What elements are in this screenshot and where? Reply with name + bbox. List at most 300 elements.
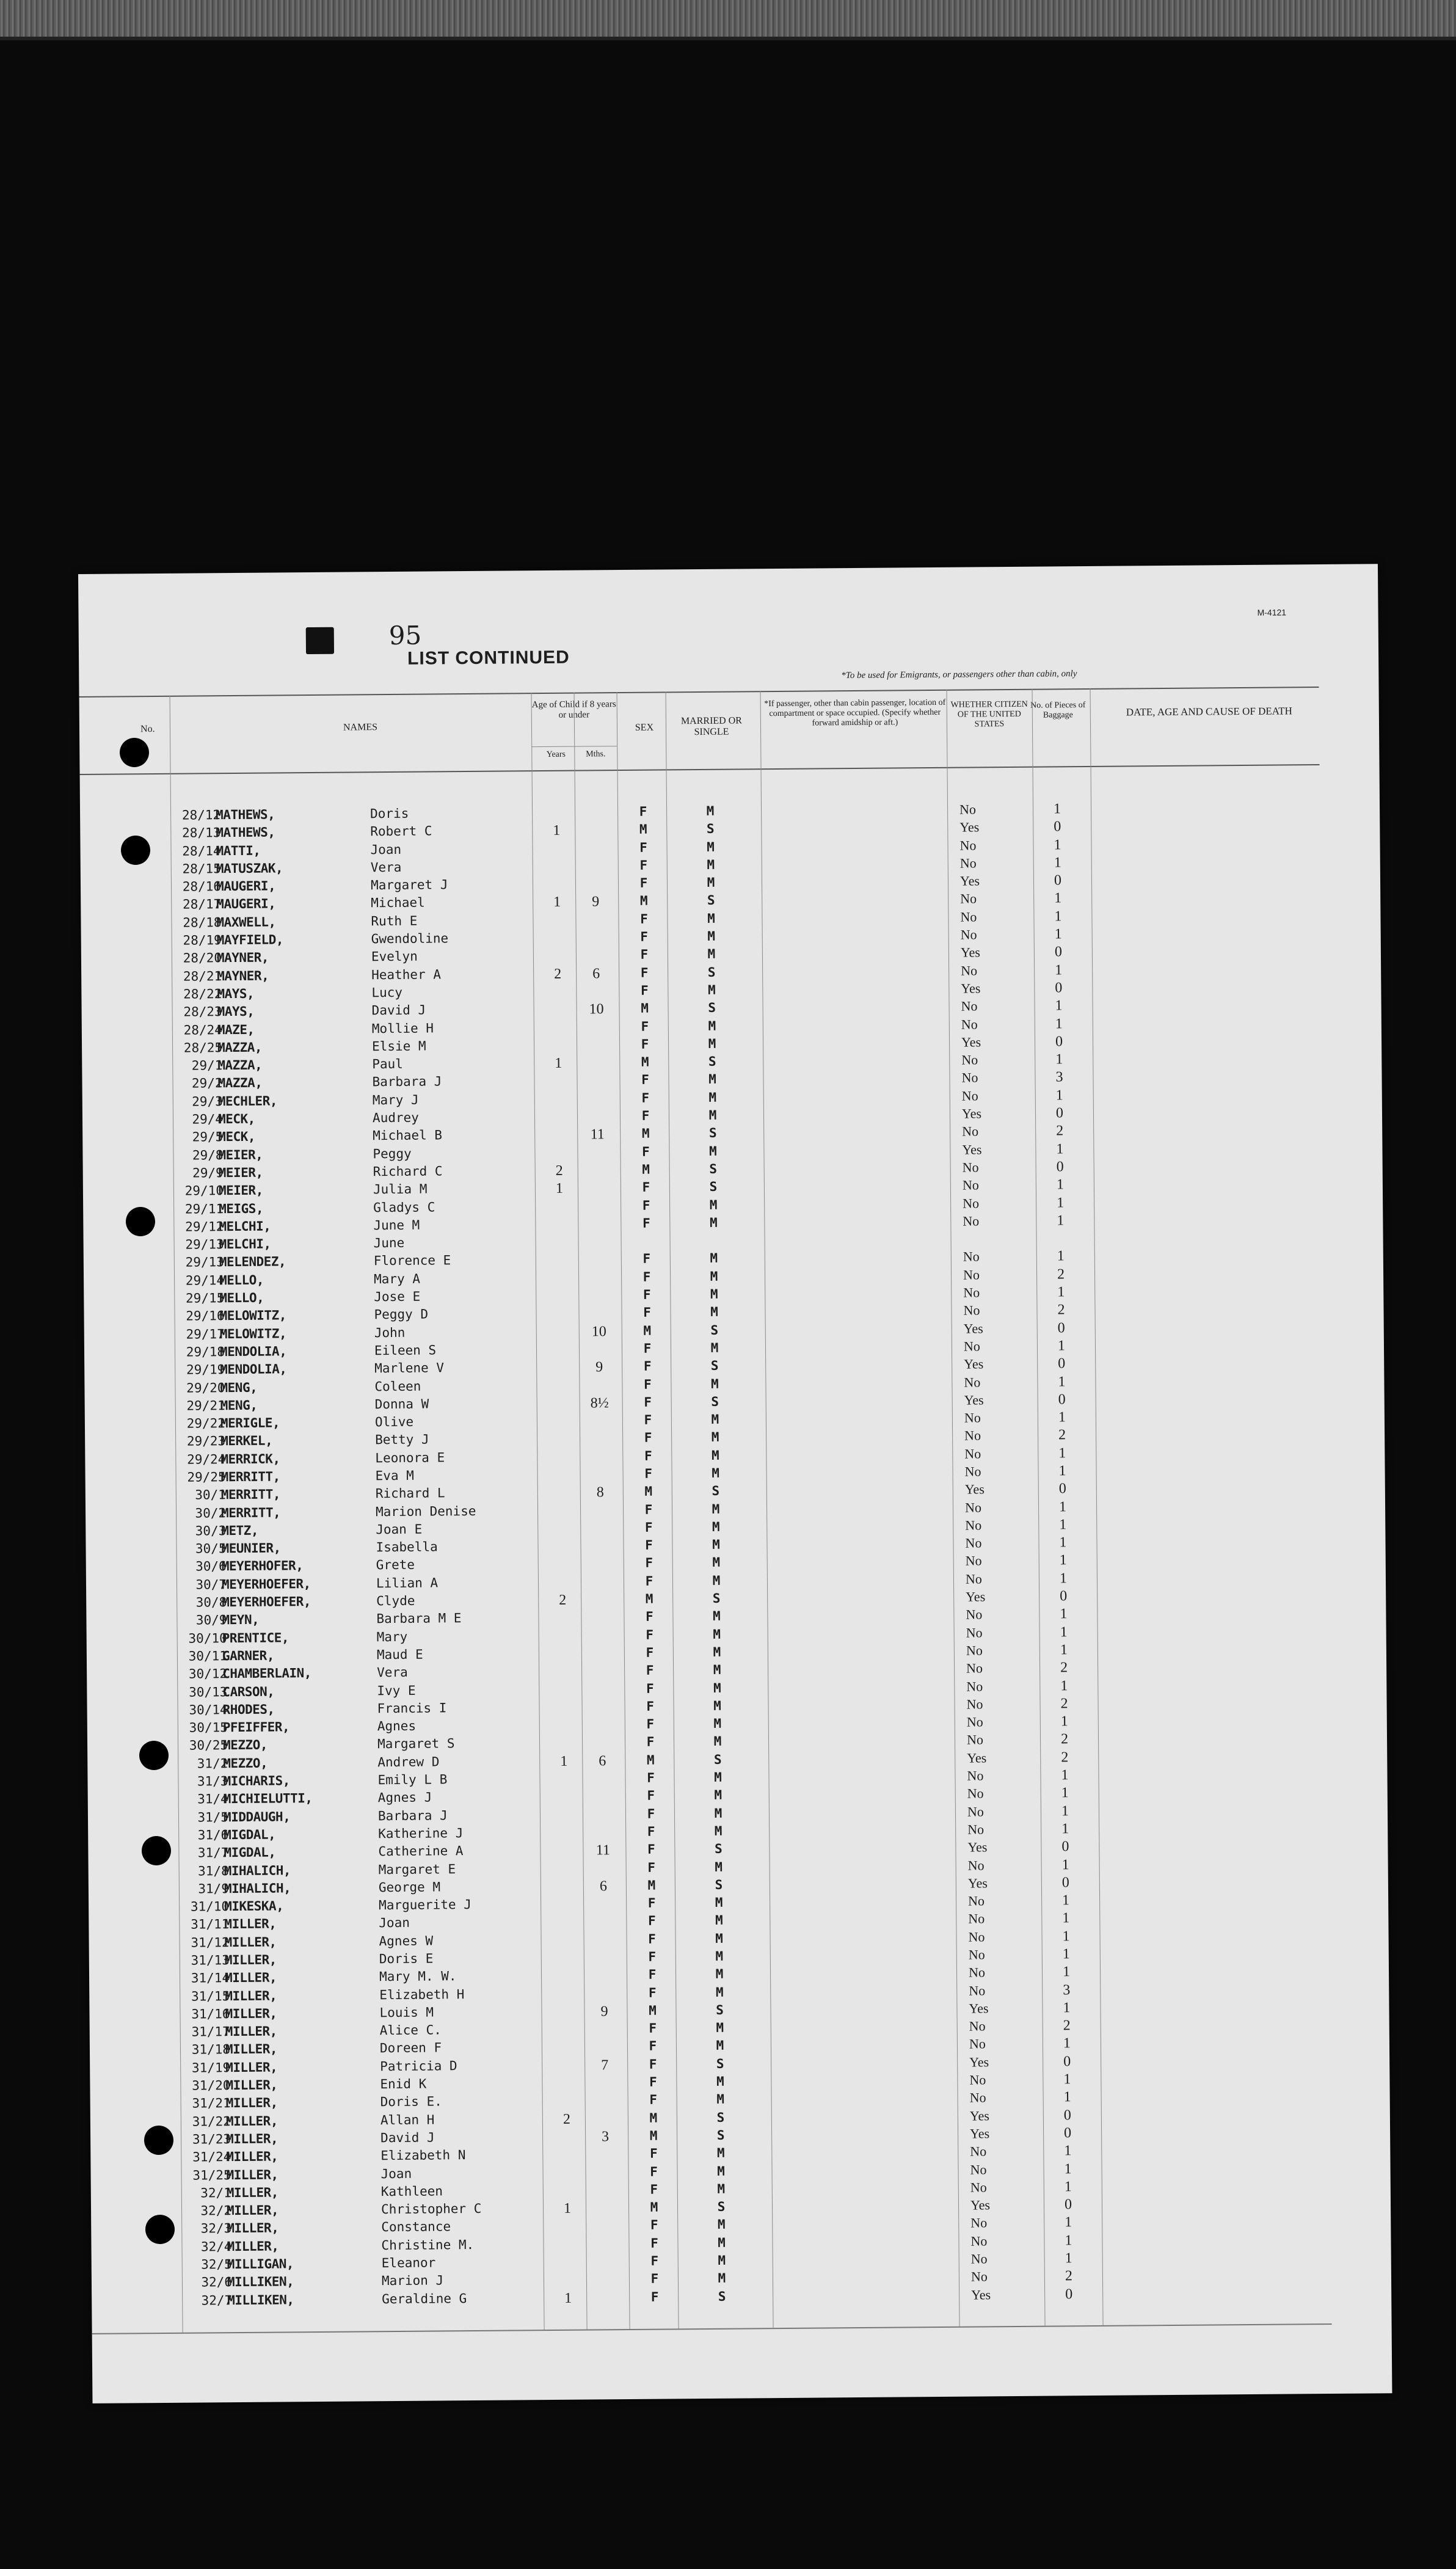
baggage-count: 1	[1059, 1552, 1067, 1569]
baggage-count: 1	[1061, 1802, 1069, 1820]
surname: MECK,	[218, 1129, 256, 1145]
row-number: 32/6	[201, 2275, 233, 2290]
marital-status: M	[707, 857, 715, 872]
header-married: MARRIED OR SINGLE	[680, 715, 742, 738]
row-number: 31/5	[197, 1809, 229, 1825]
surname: MILLER,	[227, 2239, 279, 2254]
sex: F	[639, 804, 647, 819]
given-name: Emily L B	[377, 1772, 448, 1788]
baggage-count: 1	[1056, 1140, 1064, 1157]
baggage-count: 0	[1055, 1033, 1063, 1050]
surname: MERKEL,	[220, 1433, 273, 1449]
given-name: Alice C.	[379, 2022, 442, 2038]
sex: F	[649, 2039, 657, 2054]
sex: F	[643, 1341, 652, 1356]
row-number: 31/3	[197, 1774, 228, 1789]
punch-hole	[145, 2215, 175, 2244]
marital-status: M	[712, 1465, 720, 1481]
marital-status: M	[715, 1895, 723, 1910]
given-name: Isabella	[376, 1539, 438, 1555]
sex: F	[641, 1019, 649, 1034]
marital-status: M	[715, 1984, 724, 2000]
age-years: 2	[554, 966, 562, 982]
given-name: Enid K	[380, 2076, 427, 2092]
given-name: Joan E	[376, 1521, 423, 1537]
marital-status: M	[717, 2217, 726, 2232]
row-number: 29/12	[185, 1219, 224, 1234]
given-name: Joan	[370, 842, 402, 857]
surname: MEYN,	[222, 1612, 260, 1628]
baggage-count: 2	[1060, 1696, 1068, 1712]
marital-status: M	[716, 2146, 725, 2161]
row-number: 29/4	[192, 1112, 224, 1127]
row-number: 32/1	[200, 2185, 231, 2201]
given-name: Julia M	[373, 1181, 428, 1197]
us-citizen: No	[964, 1374, 981, 1390]
us-citizen: Yes	[967, 1839, 988, 1855]
marital-status: M	[707, 947, 716, 962]
baggage-count: 0	[1055, 980, 1063, 996]
marital-status: M	[708, 1107, 717, 1123]
surname: MAZZA,	[217, 1076, 263, 1091]
us-citizen: No	[964, 1446, 981, 1462]
row-number: 31/8	[198, 1863, 229, 1879]
given-name: John	[374, 1325, 406, 1340]
sex: F	[645, 1537, 653, 1553]
surname: MICHARIS,	[223, 1773, 290, 1789]
sex: M	[644, 1484, 653, 1499]
surname: MAYS,	[217, 1004, 255, 1019]
marital-status: S	[707, 964, 716, 980]
marital-status: S	[709, 1161, 718, 1176]
us-citizen: No	[961, 1088, 978, 1104]
given-name: Ruth E	[371, 913, 418, 929]
given-name: Peggy D	[374, 1306, 429, 1322]
sex: M	[649, 2128, 658, 2143]
header-citizen: WHETHER CITIZEN OF THE UNITED STATES	[950, 699, 1028, 729]
sex: F	[642, 1198, 650, 1213]
baggage-count: 3	[1055, 1069, 1063, 1085]
marital-status: M	[712, 1519, 720, 1534]
surname: MEZZO,	[223, 1755, 268, 1771]
baggage-count: 0	[1061, 1838, 1069, 1855]
row-number: 31/15	[191, 1988, 230, 2004]
row-number: 29/17	[186, 1326, 225, 1342]
given-name: Margaret S	[377, 1736, 455, 1752]
baggage-count: 1	[1061, 1821, 1069, 1837]
given-name: Elsie M	[371, 1038, 426, 1054]
surname: MERRICK,	[220, 1451, 280, 1467]
baggage-count: 2	[1060, 1660, 1068, 1676]
age-months: 10	[589, 1001, 604, 1018]
sex: F	[649, 2057, 657, 2072]
baggage-count: 1	[1055, 1051, 1063, 1068]
header-age: Age of Child if 8 years or under	[531, 699, 616, 721]
us-citizen: No	[966, 1625, 983, 1641]
marital-status: S	[716, 2110, 725, 2125]
header-death: DATE, AGE AND CAUSE OF DEATH	[1126, 705, 1292, 718]
sex: F	[647, 1824, 655, 1839]
baggage-count: 1	[1053, 801, 1061, 817]
sex: F	[640, 929, 649, 944]
age-months: 10	[591, 1323, 606, 1340]
sex: F	[644, 1412, 652, 1427]
surname: MELLO,	[219, 1272, 264, 1288]
sex: F	[644, 1502, 653, 1517]
punch-hole	[144, 2126, 173, 2155]
baggage-count: 1	[1060, 1623, 1068, 1641]
marital-status: M	[709, 1197, 718, 1212]
us-citizen: No	[960, 927, 977, 942]
row-number: 29/13	[185, 1255, 224, 1270]
surname: MAYNER,	[217, 968, 269, 983]
baggage-count: 1	[1054, 926, 1062, 942]
baggage-count: 0	[1054, 872, 1062, 889]
surname: MELENDEZ,	[219, 1254, 286, 1270]
surname: MIKESKA,	[224, 1898, 284, 1914]
sex: F	[645, 1573, 653, 1589]
surname: MILLER,	[225, 2024, 277, 2039]
given-name: Christopher C	[380, 2201, 482, 2217]
row-number: 28/22	[183, 986, 222, 1002]
age-months: 6	[599, 1878, 607, 1895]
sex: M	[650, 2199, 658, 2215]
us-citizen: Yes	[963, 1321, 983, 1336]
marital-status: M	[713, 1680, 721, 1696]
us-citizen: No	[965, 1553, 982, 1569]
row-number: 31/17	[191, 2024, 230, 2039]
row-number: 31/25	[192, 2167, 231, 2183]
row-number: 31/18	[191, 2042, 231, 2058]
sex: F	[644, 1377, 652, 1392]
given-name: Marlene V	[374, 1360, 445, 1376]
sex: F	[639, 875, 648, 891]
given-name: Agnes	[377, 1718, 417, 1734]
surname: CHAMBERLAIN,	[222, 1666, 311, 1682]
given-name: Elizabeth H	[379, 1986, 465, 2002]
sex: F	[648, 1949, 657, 1964]
row-number: 28/16	[182, 879, 222, 894]
given-name: Doris E	[379, 1951, 434, 1967]
baggage-count: 1	[1062, 1928, 1070, 1945]
row-number: 30/7	[195, 1576, 227, 1592]
page-number: 95	[388, 620, 422, 651]
baggage-count: 1	[1064, 2179, 1072, 2195]
sex: F	[644, 1466, 653, 1481]
us-citizen: No	[967, 1857, 985, 1873]
us-citizen: No	[963, 1195, 980, 1211]
table-bottom-rule	[92, 2323, 1332, 2334]
given-name: June M	[373, 1217, 420, 1233]
row-number: 30/13	[189, 1684, 228, 1700]
marital-status: S	[708, 1126, 717, 1141]
baggage-count: 0	[1064, 2196, 1072, 2213]
header-location: *If passenger, other than cabin passenger, location of compartment or space occupied. (Specify whether forward amidship or aft.)	[764, 698, 946, 728]
passenger-table	[80, 798, 1331, 2311]
sex: F	[650, 2218, 658, 2233]
surname: MIHALICH,	[224, 1881, 291, 1897]
given-name: Donna W	[374, 1396, 429, 1412]
baggage-count: 1	[1060, 1642, 1068, 1658]
given-name: Eleanor	[381, 2255, 436, 2271]
given-name: Doreen F	[379, 2040, 442, 2056]
age-years: 2	[559, 1592, 567, 1608]
surname: MAYFIELD,	[216, 932, 284, 948]
row-number: 29/10	[184, 1183, 224, 1198]
surname: PRENTICE,	[222, 1630, 289, 1645]
marital-status: M	[713, 1716, 722, 1732]
baggage-count: 1	[1061, 1856, 1069, 1873]
surname: MELCHI,	[219, 1236, 271, 1252]
surname: MILLER,	[225, 2077, 278, 2093]
us-citizen: No	[970, 2143, 987, 2159]
baggage-count: 2	[1057, 1266, 1065, 1283]
row-number: 29/3	[192, 1093, 223, 1109]
sex: F	[645, 1556, 653, 1571]
us-citizen: No	[970, 2233, 988, 2249]
marital-status: M	[710, 1269, 718, 1284]
row-number: 30/1	[195, 1487, 226, 1503]
age-years: 1	[555, 1055, 562, 1072]
marital-status: S	[713, 1752, 722, 1767]
given-name: Andrew D	[377, 1754, 440, 1769]
baggage-count: 0	[1058, 1355, 1066, 1372]
sex: F	[647, 1860, 656, 1875]
baggage-count: 1	[1057, 1194, 1065, 1211]
sex: F	[646, 1681, 654, 1696]
marital-status: M	[715, 1967, 724, 1982]
baggage-count: 0	[1063, 2125, 1072, 2141]
us-citizen: No	[963, 1338, 980, 1354]
age-months: 8	[596, 1484, 604, 1501]
sex: F	[647, 1842, 655, 1857]
marital-status: M	[707, 928, 716, 944]
us-citizen: No	[963, 1213, 980, 1229]
us-citizen: No	[969, 2036, 986, 2052]
given-name: Marion Denise	[375, 1503, 476, 1519]
header-baggage: No. of Pieces of Baggage	[1030, 701, 1086, 720]
sex: F	[646, 1716, 655, 1732]
row-number: 32/3	[200, 2221, 232, 2236]
age-months: 8½	[590, 1395, 609, 1412]
row-number: 31/23	[192, 2132, 231, 2147]
row-number: 29/24	[187, 1451, 226, 1467]
surname: MENDOLIA,	[220, 1361, 287, 1377]
surname: MENDOLIA,	[219, 1344, 287, 1360]
given-name: Peggy	[373, 1146, 412, 1161]
header-sex: SEX	[635, 722, 654, 733]
given-name: Coleen	[374, 1379, 421, 1394]
surname: MATHEWS,	[216, 807, 275, 823]
row-number: 31/14	[191, 1970, 230, 1986]
given-name: Florence E	[373, 1253, 451, 1269]
sex: M	[641, 1000, 649, 1016]
row-number: 31/20	[192, 2078, 231, 2093]
given-name: David J	[371, 1002, 426, 1018]
surname: MILLIGAN,	[227, 2256, 294, 2272]
row-number: 28/18	[183, 914, 222, 930]
sex: F	[643, 1358, 652, 1374]
marital-status: M	[712, 1537, 720, 1553]
sex: F	[646, 1699, 655, 1714]
age-years: 1	[555, 1181, 564, 1197]
given-name: Leonora E	[375, 1450, 445, 1465]
sex: F	[644, 1394, 652, 1410]
sex: M	[639, 894, 648, 909]
given-name: Marguerite J	[379, 1897, 471, 1913]
header-years: Years	[546, 749, 566, 759]
us-citizen: Yes	[969, 2126, 990, 2141]
us-citizen: No	[961, 1016, 978, 1032]
surname: MILLER,	[225, 2006, 277, 2022]
surname: MILLER,	[226, 2149, 278, 2165]
surname: MIDDAUGH,	[223, 1809, 291, 1824]
given-name: Richard L	[375, 1485, 445, 1501]
us-citizen: No	[969, 2018, 986, 2034]
sex: F	[650, 2182, 658, 2197]
row-number: 31/10	[190, 1899, 230, 1914]
surname: MAZE,	[217, 1022, 255, 1037]
baggage-count: 1	[1058, 1445, 1066, 1462]
punch-hole	[120, 738, 149, 767]
baggage-count: 1	[1055, 1087, 1063, 1104]
given-name: Joan	[379, 1915, 410, 1931]
marital-status: M	[707, 839, 715, 855]
baggage-count: 2	[1065, 2268, 1073, 2284]
us-citizen: Yes	[961, 980, 981, 996]
surname: MAUGERI,	[216, 878, 276, 894]
sex: F	[649, 2146, 658, 2161]
sex: F	[642, 1269, 651, 1284]
sex: F	[648, 1931, 656, 1947]
surname: MILLER,	[226, 2167, 278, 2182]
row-number: 29/23	[186, 1434, 226, 1449]
age-years: 1	[563, 2200, 572, 2217]
given-name: Michael B	[373, 1128, 443, 1143]
baggage-count: 3	[1063, 1981, 1071, 1999]
sex: F	[650, 2271, 659, 2287]
given-name: Lucy	[371, 985, 403, 1000]
given-name: Marion J	[381, 2273, 444, 2289]
surname: MEIER,	[218, 1182, 263, 1198]
age-years: 1	[560, 1753, 568, 1769]
us-citizen: Yes	[961, 1106, 982, 1121]
row-number: 31/2	[197, 1755, 228, 1771]
marital-status: M	[706, 803, 715, 818]
baggage-count: 1	[1064, 2143, 1072, 2159]
sex: F	[650, 2236, 658, 2251]
row-number: 29/5	[192, 1129, 224, 1145]
baggage-count: 0	[1063, 2053, 1071, 2070]
surname: CARSON,	[222, 1684, 275, 1699]
marital-status: S	[710, 1358, 719, 1374]
marital-status: M	[710, 1251, 718, 1266]
marital-status: M	[713, 1627, 721, 1642]
row-number: 29/21	[186, 1397, 225, 1413]
given-name: June	[373, 1235, 405, 1251]
baggage-count: 0	[1060, 1588, 1068, 1605]
surname: MILLIKEN,	[227, 2274, 294, 2290]
marital-status: M	[707, 911, 715, 926]
sex: F	[639, 840, 647, 855]
sex: M	[642, 1162, 650, 1177]
us-citizen: No	[959, 837, 977, 853]
sex: F	[639, 858, 648, 873]
marital-status: M	[717, 2163, 725, 2179]
surname: MAZZA,	[217, 1040, 263, 1055]
us-citizen: No	[965, 1535, 982, 1551]
us-citizen: Yes	[959, 819, 980, 835]
us-citizen: No	[963, 1248, 980, 1265]
row-number: 29/18	[186, 1344, 225, 1360]
marital-status: S	[715, 1841, 723, 1857]
row-number: 29/19	[186, 1362, 225, 1377]
baggage-count: 2	[1058, 1427, 1066, 1443]
marital-status: M	[717, 2181, 726, 2196]
marital-status: S	[715, 1877, 723, 1892]
us-citizen: No	[959, 855, 977, 871]
given-name: Mary M. W.	[379, 1969, 457, 1984]
us-citizen: No	[966, 1606, 983, 1622]
surname: MILLER,	[225, 2060, 278, 2075]
surname: GARNER,	[222, 1648, 275, 1664]
sex: F	[649, 2021, 657, 2036]
us-citizen: No	[967, 1821, 985, 1837]
marital-status: S	[706, 822, 715, 837]
age-months: 11	[590, 1126, 605, 1143]
given-name: Betty J	[375, 1432, 429, 1448]
baggage-count: 2	[1063, 2017, 1071, 2034]
marital-status: S	[709, 1179, 718, 1195]
row-number: 32/4	[200, 2239, 232, 2254]
row-number: 30/9	[195, 1612, 227, 1628]
baggage-count: 0	[1063, 2107, 1071, 2124]
age-years: 1	[553, 823, 561, 839]
baggage-count: 1	[1055, 1015, 1063, 1032]
row-number: 29/8	[192, 1147, 224, 1163]
us-citizen: No	[968, 1893, 985, 1909]
sex: M	[641, 1126, 650, 1142]
emigrant-note: *To be used for Emigrants, or passengers other than cabin, only	[841, 669, 1077, 681]
marital-status: M	[708, 1036, 716, 1051]
row-number: 30/2	[195, 1505, 227, 1521]
us-citizen: No	[965, 1571, 982, 1587]
sex: F	[640, 911, 648, 927]
given-name: Richard C	[373, 1164, 443, 1179]
marital-status: M	[711, 1448, 719, 1463]
baggage-count: 1	[1062, 1910, 1070, 1926]
sex: F	[647, 1788, 655, 1804]
surname: MILLER,	[225, 2113, 278, 2129]
us-citizen: No	[969, 2090, 986, 2105]
row-number: 31/7	[197, 1845, 229, 1860]
marital-status: M	[712, 1555, 721, 1570]
surname: MELCHI,	[219, 1219, 271, 1234]
sex: M	[649, 2003, 657, 2018]
surname: MELOWITZ,	[219, 1325, 287, 1341]
baggage-count: 1	[1055, 962, 1063, 978]
sex: M	[645, 1591, 653, 1606]
surname: MERRITT,	[220, 1469, 280, 1485]
given-name: Katherine J	[378, 1826, 464, 1842]
row-number: 31/22	[192, 2113, 231, 2129]
surname: MILLER,	[226, 2203, 279, 2218]
given-name: David J	[380, 2130, 435, 2146]
row-number: 31/16	[191, 2006, 230, 2022]
marital-status: M	[711, 1412, 719, 1427]
baggage-count: 0	[1057, 1319, 1065, 1336]
baggage-count: 1	[1061, 1767, 1069, 1784]
